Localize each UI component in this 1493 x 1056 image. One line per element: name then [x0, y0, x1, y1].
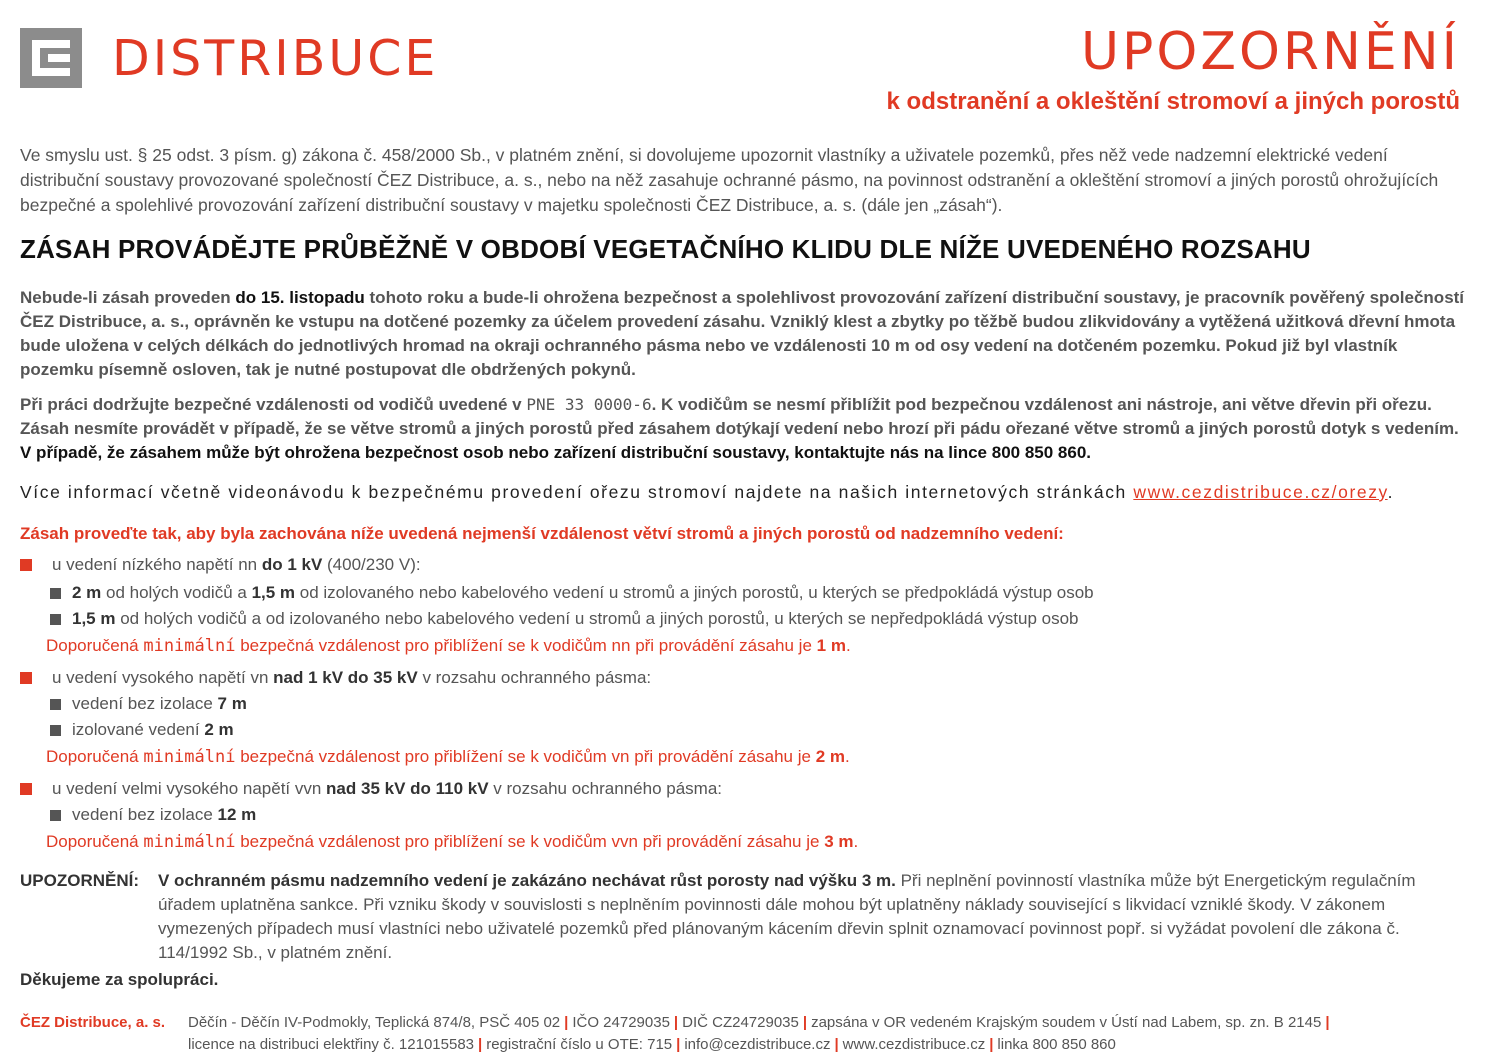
footer-email[interactable]: info@cezdistribuce.cz: [684, 1036, 831, 1053]
vn-i2-text: [72, 720, 234, 739]
list-item-nn: [20, 552, 421, 578]
footer-dic: DIČ CZ24729035: [682, 1014, 799, 1031]
separator: |: [673, 1014, 679, 1031]
norm-reference: PNE 33 0000-6: [526, 395, 652, 414]
rec-vn-b: minimální: [143, 747, 236, 767]
vvn-i1-t: vedení bez izolace: [72, 805, 218, 824]
vn-a: u vedení vysokého napětí vn: [52, 668, 274, 687]
vn-b: nad 1 kV do 35 kV: [273, 668, 418, 687]
footer-line-2: [188, 1034, 1468, 1056]
vvn-text: [52, 779, 722, 798]
rec-vvn-a: Doporučená: [46, 832, 144, 851]
footer-ote: registrační číslo u OTE: 715: [486, 1036, 673, 1053]
rec-nn-d: 1 m: [816, 636, 846, 655]
rec-nn-e: .: [845, 636, 851, 655]
nn-i2-text: [72, 609, 1079, 628]
nn-i1-t1: od holých vodičů a: [101, 583, 252, 602]
grey-bullet-icon: [50, 699, 61, 710]
distance-intro: Zásah proveďte tak, aby byla zachována níže uvedená nejmenší vzdálenost větví stromů a jiných porostů od nadzemního vedení:: [20, 524, 1064, 543]
rec-nn-b: minimální: [143, 636, 236, 656]
vn-i1-text: [72, 694, 247, 713]
nn-i2-t1: od holých vodičů a od izolovaného nebo kabelového vedení u stromů a jiných porostů, u kterých se nepředpokládá výstup osob: [115, 609, 1079, 628]
rec-vn-e: .: [844, 747, 850, 766]
nn-c: (400/230 V):: [322, 555, 421, 574]
footer-register: zapsána v OR vedeném Krajským soudem v Ústí nad Labem, sp. zn. B 2145: [811, 1014, 1322, 1031]
nn-i2-v1: 1,5 m: [72, 609, 116, 628]
grey-bullet-icon: [50, 810, 61, 821]
list-subitem: [50, 606, 1079, 632]
list-subitem: [50, 717, 234, 743]
footer-web[interactable]: www.cezdistribuce.cz: [842, 1036, 986, 1053]
red-bullet-icon: [20, 672, 32, 684]
info-end: .: [1387, 482, 1395, 502]
nn-text: [52, 555, 421, 574]
vvn-i1-text: [72, 805, 256, 824]
separator: |: [834, 1036, 839, 1053]
rec-vn-d: 2 m: [815, 747, 845, 766]
list-subitem: [50, 580, 1094, 606]
vn-c: v rozsahu ochranného pásma:: [417, 668, 652, 687]
paragraph-safety: [20, 393, 1465, 465]
rec-vvn-e: .: [853, 832, 859, 851]
grey-bullet-icon: [50, 725, 61, 736]
nn-i1-text: [72, 583, 1094, 602]
nn-b: do 1 kV: [261, 555, 323, 574]
rec-vn-c: bezpečná vzdálenost pro přiblížení se k vodičům vn při provádění zásahu je: [235, 747, 816, 766]
warning-text: [158, 869, 1463, 965]
contact-notice: V případě, že zásahem může být ohrožena bezpečnost osob nebo zařízení distribuční soustavy, kontaktujte nás na lince 800 850 860.: [20, 443, 1091, 462]
vvn-a: u vedení velmi vysokého napětí vvn: [52, 779, 327, 798]
info-line: [20, 482, 1394, 503]
page-subtitle: k odstranění a okleštění stromoví a jiných porostů: [886, 88, 1460, 115]
nn-i1-v2: 1,5 m: [251, 583, 296, 602]
separator: |: [989, 1036, 994, 1053]
vvn-i1-v: 12 m: [217, 805, 257, 824]
para2-text-a: Při práci dodržujte bezpečné vzdálenosti od vodičů uvedené v: [20, 395, 527, 414]
grey-bullet-icon: [50, 588, 61, 599]
separator: |: [478, 1036, 483, 1053]
header: [20, 22, 1460, 118]
headline: ZÁSAH PROVÁDĚJTE PRŮBĚŽNĚ V OBDOBÍ VEGETAČNÍHO KLIDU DLE NÍŽE UVEDENÉHO ROZSAHU: [20, 234, 1311, 264]
vn-text: [52, 668, 651, 687]
footer-hotline: linka 800 850 860: [997, 1036, 1116, 1053]
red-bullet-icon: [20, 783, 32, 795]
para1-text-a: Nebude-li zásah proveden: [20, 288, 236, 307]
separator: |: [1325, 1014, 1330, 1031]
cez-logo-icon: [20, 28, 82, 88]
rec-nn-a: Doporučená: [46, 636, 144, 655]
rec-vvn-d: 3 m: [824, 832, 854, 851]
vn-i2-v: 2 m: [204, 720, 234, 739]
list-subitem: [50, 802, 256, 828]
warning-label: UPOZORNĚNÍ:: [20, 871, 139, 890]
para1-text-b: tohoto roku a bude-li ohrožena bezpečnost a spolehlivost provozování zařízení distribuční soustavy, je pracovník pověřený společností ČEZ Distribuce, a. s., oprávněn ke vstupu na dotčené pozemky za účelem provedení zásahu. Vzniklý klest a zbytky po těžbě budou zlikvidovány a vytěžená užitková dřevní hmota bude uložena v celých délkách do jednotlivých hromad na okraji ochranného pásma nebo ve vzdálenosti 10 m od osy vedení na dotčeném pozemku. Pokud již byl vlastník pozemku písemně osloven, tak je nutné postupovat dle obdržených pokynů.: [20, 288, 1465, 379]
footer-ico: IČO 24729035: [572, 1014, 670, 1031]
rec-vvn-b: minimální: [143, 832, 236, 852]
separator: |: [802, 1014, 808, 1031]
rec-vvn-c: bezpečná vzdálenost pro přiblížení se k vodičům vvn při provádění zásahu je: [235, 832, 825, 851]
grey-bullet-icon: [50, 614, 61, 625]
separator: |: [564, 1014, 569, 1031]
thanks: Děkujeme za spolupráci.: [20, 970, 219, 989]
logo-bar: [48, 54, 70, 62]
para2-text-b: . K vodičům se nesmí přiblížit pod bezpečnou vzdálenost ani nástroje, ani větve dřevin při ořezu. Zásah nesmíte provádět v případě, že se větve stromů a jiných porostů před zásahem dotýkají vedení nebo hrozí při pádu ořezané větve stromů a jiných porostů dotyk s vedením.: [20, 395, 1459, 438]
warning-bold: V ochranném pásmu nadzemního vedení je zakázáno nechávat růst porosty nad výšku 3 m.: [158, 871, 896, 890]
list-item-vvn: [20, 776, 722, 802]
nn-a: u vedení nízkého napětí nn: [52, 555, 262, 574]
intro-paragraph: Ve smyslu ust. § 25 odst. 3 písm. g) zákona č. 458/2000 Sb., v platném znění, si dovolujeme upozornit vlastníky a uživatele pozemků, přes něž vede nadzemní elektrické vedení distribuční soustavy provozované společností ČEZ Distribuce, a. s., nebo na něž zasahuje ochranné pásmo, na povinnost odstranění a okleštění stromoví a jiných porostů ohrožujících bezpečné a spolehlivé provozování zařízení distribuční soustavy v majetku společnosti ČEZ Distribuce, a. s. (dále jen „zásah“).: [20, 145, 1439, 215]
recommendation-vn: [46, 744, 850, 770]
nn-i1-t2: od izolovaného nebo kabelového vedení u stromů a jiných porostů, u kterých se předpokládá výstup osob: [295, 583, 1094, 602]
recommendation-vvn: [46, 829, 858, 855]
paragraph-deadline: [20, 286, 1465, 382]
vvn-b: nad 35 kV do 110 kV: [326, 779, 489, 798]
red-bullet-icon: [20, 559, 32, 571]
warning-body: Při neplnění povinností vlastníka může být Energetickým regulačním úřadem uplatněna sankce. Při vzniku škody v souvislosti s neplněním povinnosti dále mohou být uplatněny náklady související s likvidací vzniklé škody. V zákonem vymezených případech musí vlastníci nebo uživatelé pozemků před plánovaným kácením dřevin splnit oznamovací povinnost popř. si vyžádat povolení dle zákona č. 114/1992 Sb., v platném znění.: [158, 871, 1416, 962]
vn-i2-t: izolované vedení: [72, 720, 205, 739]
info-link[interactable]: www.cezdistribuce.cz/orezy: [1133, 482, 1388, 502]
footer-address: Děčín - Děčín IV-Podmokly, Teplická 874/8, PSČ 405 02: [188, 1014, 561, 1031]
footer-licence: licence na distribuci elektřiny č. 121015583: [188, 1036, 475, 1053]
separator: |: [676, 1036, 681, 1053]
list-subitem: [50, 691, 247, 717]
rec-vn-a: Doporučená: [46, 747, 144, 766]
list-item-vn: [20, 665, 651, 691]
vvn-c: v rozsahu ochranného pásma:: [488, 779, 722, 798]
page-title: UPOZORNĚNÍ: [1080, 22, 1460, 82]
vn-i1-t: vedení bez izolace: [72, 694, 218, 713]
footer-details: [188, 1012, 1468, 1056]
nn-i1-v1: 2 m: [72, 583, 102, 602]
recommendation-nn: [46, 633, 851, 659]
brand-name: DISTRIBUCE: [112, 30, 439, 87]
footer-company: ČEZ Distribuce, a. s.: [20, 1014, 166, 1031]
vn-i1-v: 7 m: [217, 694, 247, 713]
info-text: Více informací včetně videonávodu k bezpečnému provedení ořezu stromoví najdete na našich internetových stránkách: [20, 482, 1134, 502]
footer-line-1: [188, 1012, 1468, 1034]
rec-nn-c: bezpečná vzdálenost pro přiblížení se k vodičům nn při provádění zásahu je: [235, 636, 817, 655]
deadline: do 15. listopadu: [235, 288, 365, 307]
